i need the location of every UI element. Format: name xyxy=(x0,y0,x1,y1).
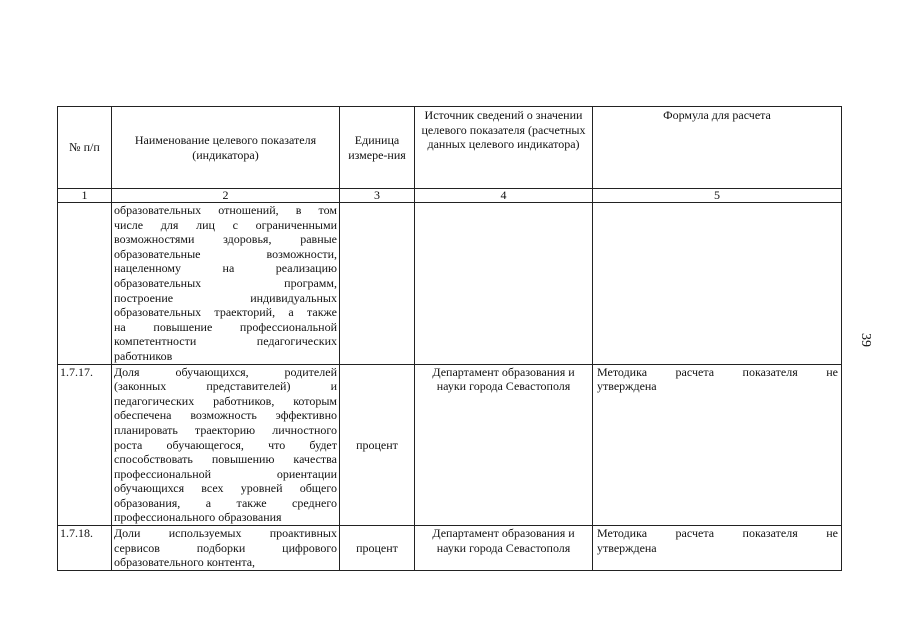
table-row xyxy=(58,364,842,526)
table-body xyxy=(58,203,842,571)
indicator-name-line: Доли используемых проактивных xyxy=(114,526,337,541)
header-number: № п/п xyxy=(58,107,112,189)
indicator-name-line: способствовать повышению качества xyxy=(114,452,337,467)
indicator-name-line: образовательного контента, xyxy=(114,555,256,570)
indicator-name-line: числе для лиц с ограниченными xyxy=(114,217,337,232)
indicator-name-line: образовательных траекторий, а также xyxy=(114,305,337,320)
header-formula: Формула для расчета xyxy=(593,107,842,189)
formula-line: утверждена xyxy=(597,540,657,555)
indicator-name-line: роста обучающегося, что будет xyxy=(114,437,337,452)
data-source: Департамент образования и науки города Севастополя xyxy=(415,526,593,571)
page-number: 39 xyxy=(858,333,873,347)
calculation-formula xyxy=(593,203,842,365)
formula-line: Методика расчета показателя не xyxy=(597,364,838,379)
indicator-name-line: (законных представителей) и xyxy=(114,379,337,394)
indicator-name-line: образовательных отношений, в том xyxy=(114,203,337,217)
table-row xyxy=(58,526,842,571)
indicator-name-line: профессиональной ориентации xyxy=(114,466,337,481)
indicator-name-line: планировать траекторию личностного xyxy=(114,422,337,437)
row-number: 1.7.17. xyxy=(58,364,112,526)
column-number-2: 2 xyxy=(112,189,340,203)
column-number-1: 1 xyxy=(58,189,112,203)
header-indicator-name: Наименование целевого показателя (индикатора) xyxy=(112,107,340,189)
indicator-name xyxy=(112,203,340,365)
indicator-name-line: нацеленному на реализацию xyxy=(114,261,337,276)
formula-line: утверждена xyxy=(597,379,657,394)
indicator-name xyxy=(112,364,340,526)
calculation-formula xyxy=(593,526,842,571)
indicator-name-line: образовательные возможности, xyxy=(114,246,337,261)
indicator-name-line: обучающихся всех уровней общего xyxy=(114,481,337,496)
indicator-name-line: обеспечена возможность эффективно xyxy=(114,408,337,423)
indicator-name-line: профессионального образования xyxy=(114,510,282,525)
calculation-formula xyxy=(593,364,842,526)
column-numbers-row xyxy=(58,189,842,203)
unit-of-measure: процент xyxy=(340,364,415,526)
formula-line: Методика расчета показателя не xyxy=(597,526,838,541)
table-row xyxy=(58,203,842,365)
unit-of-measure: процент xyxy=(340,526,415,571)
unit-of-measure xyxy=(340,203,415,365)
row-number: 1.7.18. xyxy=(58,526,112,571)
indicator-name-line: построение индивидуальных xyxy=(114,290,337,305)
column-number-3: 3 xyxy=(340,189,415,203)
row-number xyxy=(58,203,112,365)
indicator-name-line: образования, а также среднего xyxy=(114,495,337,510)
header-unit: Единица измере-ния xyxy=(340,107,415,189)
indicator-name-line: на повышение профессиональной xyxy=(114,319,337,334)
indicator-name-line: образовательных программ, xyxy=(114,275,337,290)
indicator-table xyxy=(57,106,842,571)
indicator-name-line: сервисов подборки цифрового xyxy=(114,540,337,555)
indicator-name-line: работников xyxy=(114,348,173,363)
table-header-row xyxy=(58,107,842,189)
column-number-5: 5 xyxy=(593,189,842,203)
indicator-name-line: педагогических работников, которым xyxy=(114,393,337,408)
indicator-name-line: Доля обучающихся, родителей xyxy=(114,364,337,379)
data-source xyxy=(415,203,593,365)
column-number-4: 4 xyxy=(415,189,593,203)
indicator-name-line: компетентности педагогических xyxy=(114,334,337,349)
indicator-name-line: возможностями здоровья, равные xyxy=(114,232,337,247)
indicator-name xyxy=(112,526,340,571)
data-source: Департамент образования и науки города Севастополя xyxy=(415,364,593,526)
header-source: Источник сведений о значении целевого показателя (расчетных данных целевого индикатора) xyxy=(415,107,593,189)
